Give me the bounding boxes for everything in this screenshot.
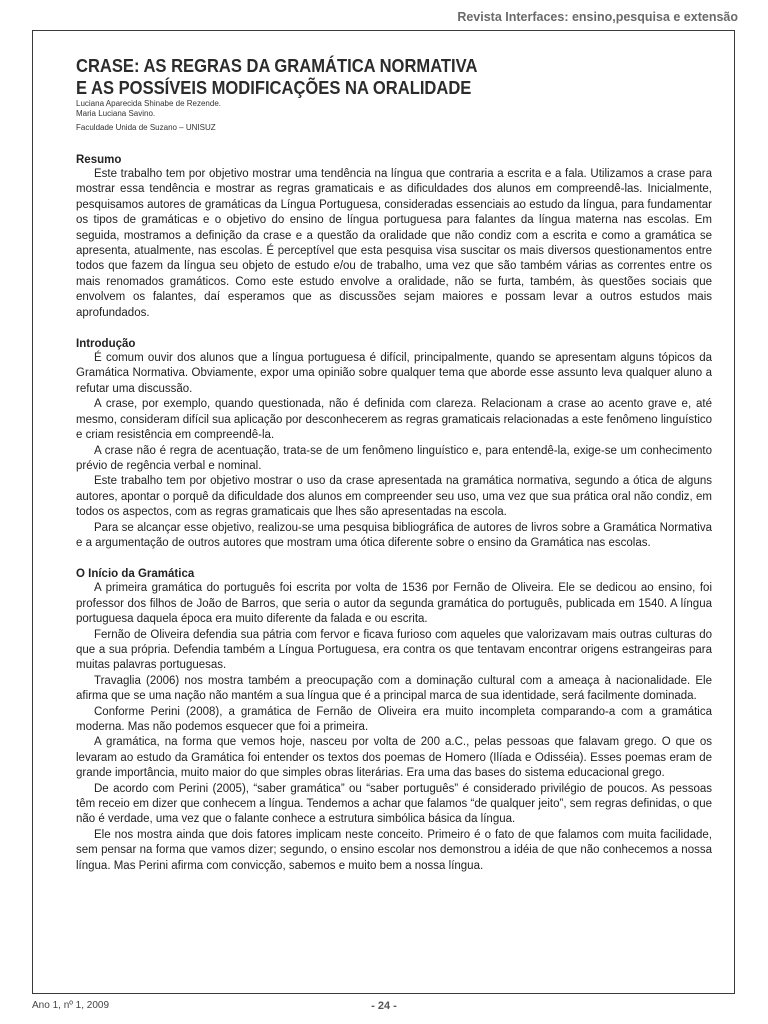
paragraph: Fernão de Oliveira defendia sua pátria com fervor e ficava furioso com aqueles que valorizavam mais outras culturas do que a sua própria. Defendia também a Língua Portuguesa, era contra os que tentavam encontrar origens estrangeiras para muitas palavras portuguesas. [76, 628, 712, 672]
paragraph: De acordo com Perini (2005), “saber gramática” ou “saber português” é considerado privilégio de poucos. As pessoas têm receio em dizer que conhecem a língua. Tendemos a achar que falamos “de qualquer jeito”, sem regras definidas, o que não é verdade, uma vez que o falante conhece a estrutura simbólica básica da língua. [76, 782, 712, 826]
paragraph: Este trabalho tem por objetivo mostrar o uso da crase apresentada na gramática normativa, segundo a ótica de alguns autores, apontar o porquê da dificuldade dos alunos em compreender seu uso, uma vez que sua prática oral não condiz, em todos os aspectos, com as regras gramaticais que lhes são apresentadas na escola. [76, 475, 712, 519]
paragraph: A crase não é regra de acentuação, trata-se de um fenômeno linguístico e, para entendê-la, exige-se um conhecimento prévio de regência verbal e nominal. [76, 444, 712, 472]
article-body [76, 55, 712, 874]
section-heading-resumo: Resumo [76, 154, 122, 166]
paragraph: A primeira gramática do português foi escrita por volta de 1536 por Fernão de Oliveira. Ele se dedicou ao ensino, foi professor dos filhos de João de Barros, que seria o autor da segunda gramática do português, publicada em 1540. A língua portuguesa daquela época era muito diferente da falada e ou escrita. [76, 582, 712, 626]
paragraph: Travaglia (2006) nos mostra também a preocupação com a dominação cultural com a ameaça à nacionalidade. Ele afirma que se uma nação não mantém a sua língua que é a principal marca de sua identidade, será facilmente dominada. [76, 674, 712, 703]
title-line-1: CRASE: AS REGRAS DA GRAMÁTICA NORMATIVA [76, 56, 478, 76]
title-line-2: E AS POSSÍVEIS MODIFICAÇÕES NA ORALIDADE [76, 78, 472, 98]
affiliation: Faculdade Unida de Suzano – UNISUZ [76, 123, 216, 132]
authors [76, 99, 712, 119]
issue-info: Ano 1, nº 1, 2009 [32, 1000, 110, 1011]
paragraph: A gramática, na forma que vemos hoje, nasceu por volta de 200 a.C., pelas pessoas que falavam grego. O que os levaram ao estudo da Gramática foi entender os textos dos poemas de Homero (Ilíada e Odisséia). Esses poemas eram de grande importância, muito maior do que simples obras literárias. Era uma das bases do sistema educacional grego. [76, 736, 712, 780]
author-2: Maria Luciana Savino. [76, 109, 156, 118]
article-title [76, 55, 661, 99]
paragraph: É comum ouvir dos alunos que a língua portuguesa é difícil, principalmente, quando se apresentam alguns tópicos da Gramática Normativa. Obviamente, expor uma opinião sobre qualquer tema que aborde esse assunto leva qualquer aluno a refutar uma discussão. [76, 352, 712, 395]
paragraph: Ele nos mostra ainda que dois fatores implicam neste conceito. Primeiro é o fato de que falamos com muita facilidade, sem pensar na forma que vamos dizer; segundo, o ensino escolar nos demonstrou a idéia de que não conhecemos a nossa língua. Mas Perini afirma com convicção, sabemos e muito bem a nossa língua. [76, 828, 712, 872]
paragraph: A crase, por exemplo, quando questionada, não é definida com clareza. Relacionam a crase ao acento grave e, até mesmo, consideram difícil sua aplicação por desconhecerem as regras gramaticais relacionadas a este fenômeno linguístico e criam resistência em compreendê-la. [76, 398, 713, 442]
section-heading-inicio: O Início da Gramática [76, 568, 195, 581]
section-heading-introducao: Introdução [76, 338, 136, 351]
paragraph: Este trabalho tem por objetivo mostrar uma tendência na língua que contraria a escrita e a fala. Utilizamos a crase para mostrar essa tendência e mostrar as regras gramaticais e as dificuldades dos alunos em compreendê-las. Inicialmente, pesquisamos autores de gramáticas da Língua Portuguesa, consideradas essenciais ao estudo da língua, para fundamentar os tipos de gramáticas e o objetivo do ensino de língua portuguesa para falantes da língua materna nas escolas. Em seguida, mostramos a definição da crase e a questão da oralidade que não condiz com a escrita e como a gramática se apresenta, atualmente, nas escolas. É perceptível que esta pesquisa visa suscitar os mais diversos questionamentos entre todos que fazem da língua seu objeto de estudo e/ou de trabalho, uma vez que são também várias as correntes entre os mais renomados gramáticos. Como este estudo envolve a oralidade, não se furta, também, às questões sociais que envolvem os falantes, daí esperamos que as discussões sejam maiores e possam levar a outros estudos mais aprofundados. [76, 168, 712, 319]
page-number: - 24 - [371, 1000, 397, 1012]
journal-title: Revista Interfaces: ensino,pesquisa e extensão [457, 10, 738, 24]
paragraph: Para se alcançar esse objetivo, realizou-se uma pesquisa bibliográfica de autores de livros sobre a Gramática Normativa e a argumentação de outros autores que mostram uma ótica diferente sobre o ensino da Gramática nas escolas. [76, 521, 712, 549]
paragraph: Conforme Perini (2008), a gramática de Fernão de Oliveira era muito incompleta comparando-a com a gramática moderna. Mas não podemos esquecer que foi a primeira. [76, 705, 712, 733]
author-1: Luciana Aparecida Shinabe de Rezende. [76, 99, 221, 108]
